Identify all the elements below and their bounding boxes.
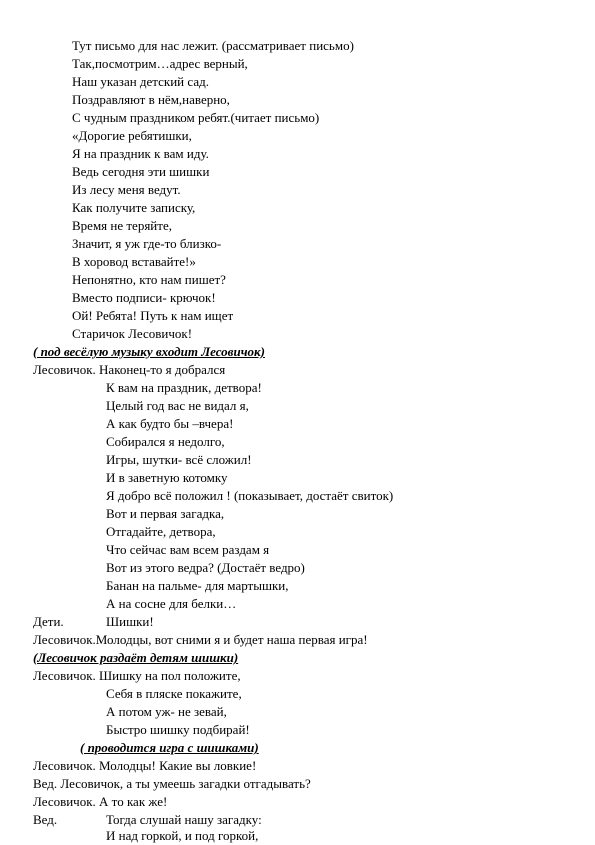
intro-line: Непонятно, кто нам пишет? [72,272,226,287]
speaker-line: Лесовичок. Шишку на пол положите, [33,668,241,683]
verse-line: Целый год вас не видал я, [106,398,249,413]
intro-line: Наш указан детский сад. [72,74,209,89]
intro-line: Поздравляют в нём,наверно, [72,92,230,107]
intro-line: Как получите записку, [72,200,196,215]
intro-line: Время не теряйте, [72,218,172,233]
intro-line: Тут письмо для нас лежит. (рассматривает письмо) [72,38,354,53]
verse-line: А на сосне для белки… [106,596,237,611]
intro-line: Так,посмотрим…адрес верный, [72,56,248,71]
verse-line: Себя в пляске покажите, [106,686,242,701]
stage-direction: ( под весёлую музыку входит Лесовичок) [33,344,265,359]
speaker-line: Лесовичок.Молодцы, вот сними я и будет наша первая игра! [33,632,368,647]
speaker-line: Вед. Лесовичок, а ты умеешь загадки отгадывать? [33,776,311,791]
verse-line: Я добро всё положил ! (показывает, достаёт свиток) [106,488,394,503]
verse-line: Банан на пальме- для мартышки, [106,578,289,593]
intro-line: Старичок Лесовичок! [72,326,193,341]
intro-line: Вместо подписи- крючок! [72,290,216,305]
verse-line: Вот и первая загадка, [106,506,225,521]
intro-line: Значит, я уж где-то близко- [72,236,222,251]
verse-line: К вам на праздник, детвора! [106,380,262,395]
verse-line: И над горкой, и под горкой, [106,828,259,843]
speaker-name: Дети. [33,614,64,629]
intro-line: «Дорогие ребятишки, [72,128,192,143]
verse-line: Что сейчас вам всем раздам я [106,542,270,557]
reply-text: Шишки! [106,614,154,629]
intro-line: Я на праздник к вам иду. [72,146,209,161]
intro-line: Ведь сегодня эти шишки [72,164,210,179]
verse-line: Игры, шутки- всё сложил! [106,452,252,467]
verse-line: Тогда слушай нашу загадку: [106,812,262,827]
intro-line: С чудным праздником ребят.(читает письмо) [72,110,320,125]
verse-line: Собирался я недолго, [106,434,225,449]
verse-line: Отгадайте, детвора, [106,524,216,539]
verse-line: А как будто бы –вчера! [106,416,234,431]
intro-line: В хоровод вставайте!» [72,254,196,269]
speaker-line: Лесовичок. Молодцы! Какие вы ловкие! [33,758,257,773]
speaker-name: Вед. [33,812,58,827]
intro-line: Из лесу меня ведут. [72,182,181,197]
intro-line: Ой! Ребята! Путь к нам ищет [72,308,234,323]
verse-line: А потом уж- не зевай, [106,704,227,719]
verse-line: И в заветную котомку [106,470,228,485]
stage-direction: ( проводится игра с шишками) [80,740,259,755]
verse-line: Вот из этого ведра? (Достаёт ведро) [106,560,305,575]
speaker-line: Лесовичок. Наконец-то я добрался [33,362,226,377]
stage-direction: (Лесовичок раздаёт детям шишки) [33,650,239,665]
speaker-line: Лесовичок. А то как же! [33,794,168,809]
verse-line: Быстро шишку подбирай! [106,722,250,737]
